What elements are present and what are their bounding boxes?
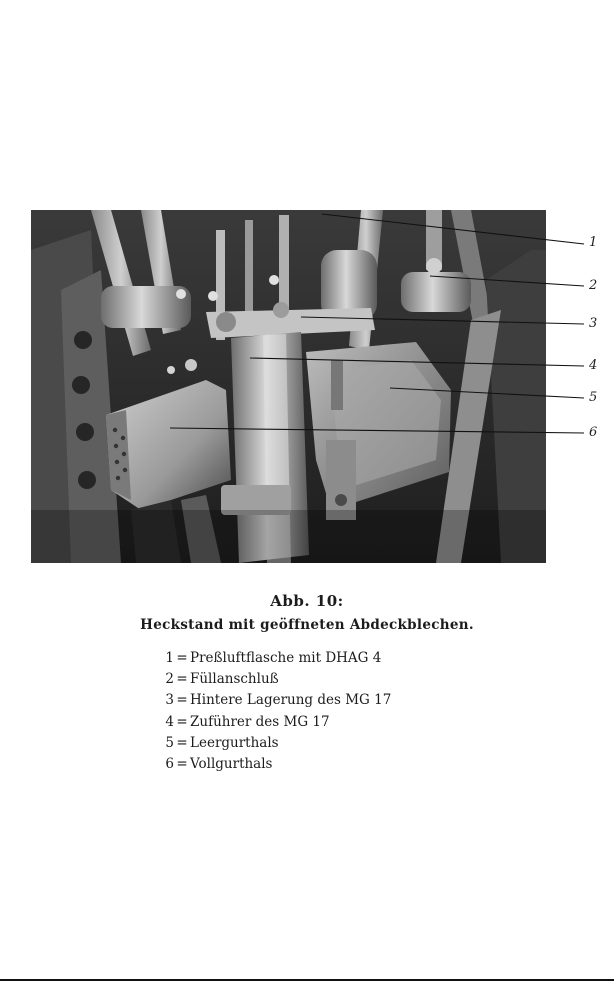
figure-legend: [164, 648, 391, 775]
legend-separator: =: [176, 650, 188, 666]
legend-text: Füllanschluß: [190, 671, 279, 688]
legend-text: Zuführer des MG 17: [190, 713, 330, 730]
machinery-photograph: [31, 210, 546, 563]
photo-illustration: [31, 210, 546, 563]
figure-title: Abb. 10:: [270, 592, 344, 610]
callout-number-2: 2: [589, 278, 598, 293]
legend-number: 4: [165, 713, 174, 730]
legend-separator: =: [176, 713, 188, 730]
legend-text: Leergurthals: [190, 734, 279, 751]
legend-text: Preßluftflasche mit DHAG 4: [190, 650, 382, 666]
legend-separator: =: [176, 756, 188, 773]
callout-number-6: 6: [589, 425, 598, 440]
legend-number: 2: [165, 671, 174, 688]
legend-separator: =: [176, 692, 188, 709]
page-bottom-rule: [0, 979, 614, 981]
legend-item: [164, 690, 391, 711]
callout-number-5: 5: [589, 390, 598, 405]
legend-number: 6: [165, 756, 174, 773]
legend-item: [164, 754, 391, 775]
legend-text: Hintere Lagerung des MG 17: [190, 692, 392, 709]
legend-number: 3: [165, 692, 174, 709]
callout-number-1: 1: [589, 235, 598, 250]
legend-item: [164, 712, 391, 733]
callout-number-4: 4: [589, 358, 598, 373]
legend-item: [164, 648, 391, 669]
legend-separator: =: [176, 671, 188, 688]
legend-separator: =: [176, 734, 188, 751]
legend-text: Vollgurthals: [190, 756, 273, 773]
legend-number: 5: [165, 734, 174, 751]
legend-item: [164, 733, 391, 754]
figure-subtitle: Heckstand mit geöffneten Abdeckblechen.: [140, 617, 474, 633]
callout-number-3: 3: [589, 316, 598, 331]
legend-number: 1: [165, 650, 174, 666]
legend-item: [164, 669, 391, 690]
